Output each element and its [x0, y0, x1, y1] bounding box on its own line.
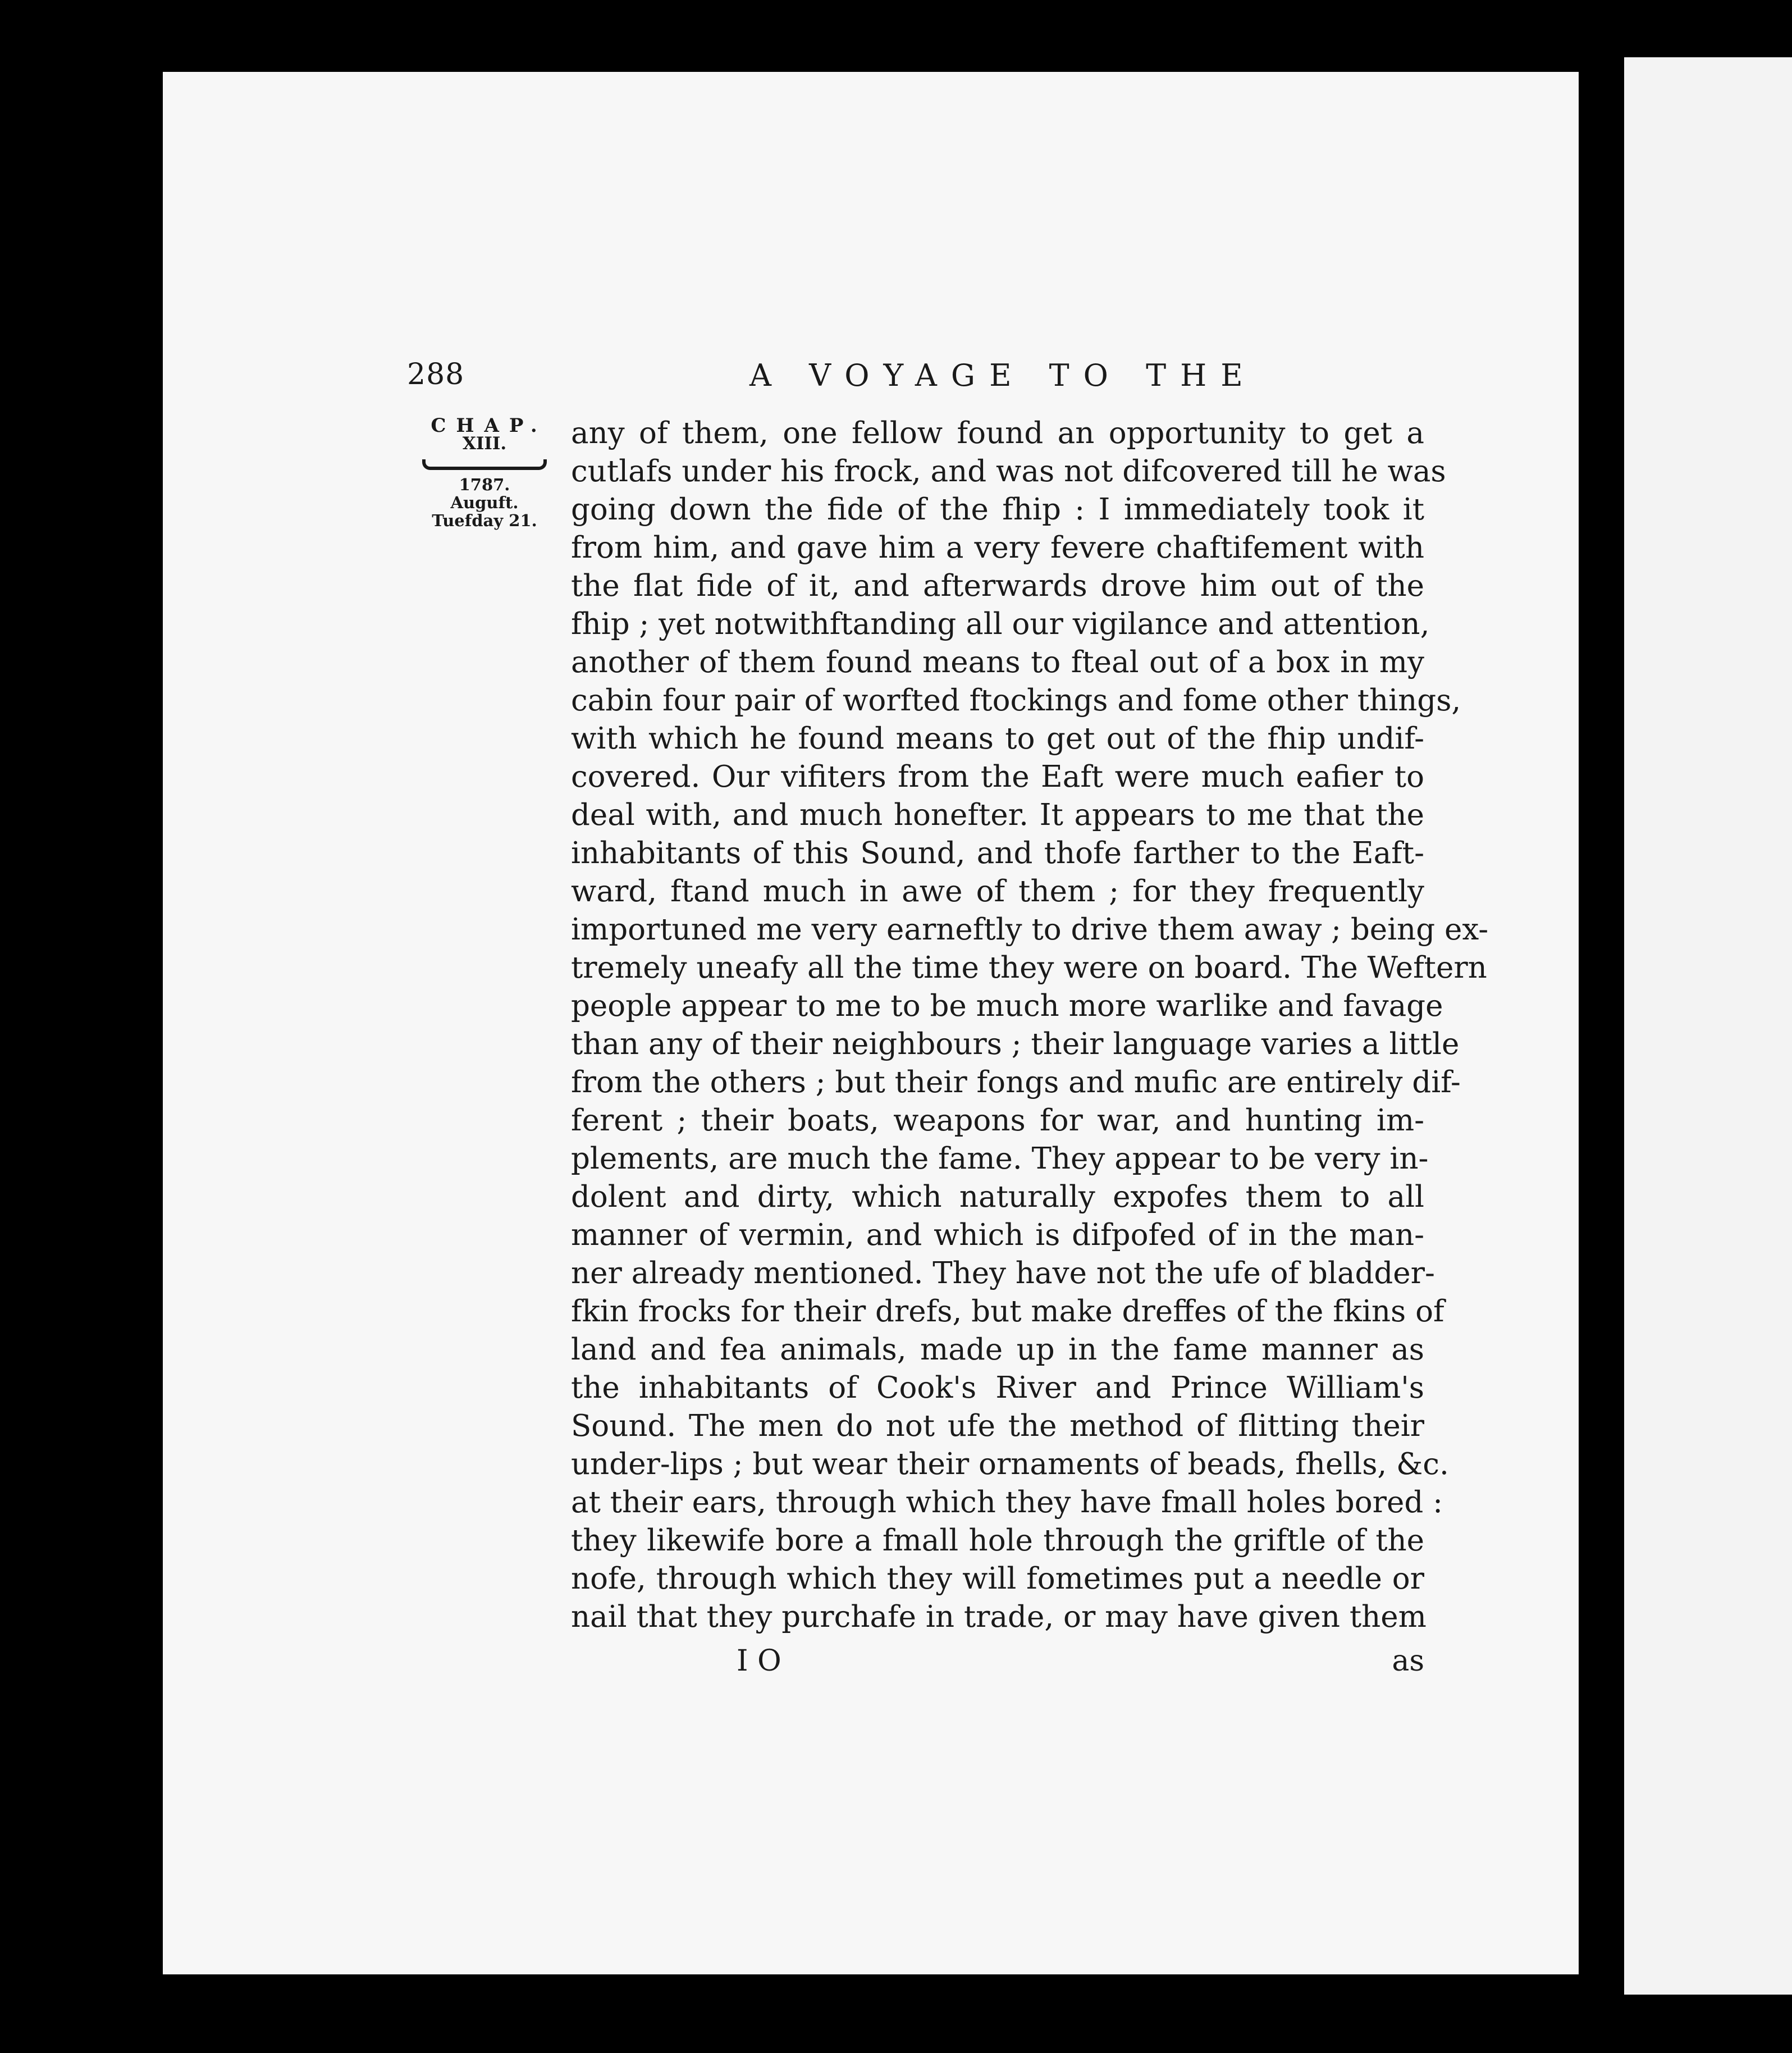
chapter-number: XIII.	[462, 434, 507, 454]
margin-notes	[410, 414, 559, 530]
brace-rule	[422, 459, 547, 470]
page-header	[407, 358, 1277, 403]
text-line: going down the fide of the fhip : I immediately took it	[571, 492, 1424, 527]
text-line: people appear to me to be much more warlike and favage	[571, 989, 1443, 1023]
text-line: plements, are much the fame. They appear to be very in-	[571, 1142, 1429, 1176]
text-line: under-lips ; but wear their ornaments of beads, fhells, &c.	[571, 1447, 1449, 1481]
text-line: fkin frocks for their drefs, but make dreffes of the fkins of	[571, 1294, 1444, 1329]
text-line: dolent and dirty, which naturally expofes them to all	[571, 1180, 1424, 1214]
text-line: with which he found means to get out of the fhip undif-	[571, 722, 1424, 756]
page-footer	[571, 1644, 1424, 1684]
catchword: as	[1392, 1644, 1424, 1678]
text-line: they likewife bore a fmall hole through the griftle of the	[571, 1523, 1424, 1558]
text-line: inhabitants of this Sound, and thofe farther to the Eaft-	[571, 836, 1424, 870]
text-line: fhip ; yet notwithftanding all our vigilance and attention,	[571, 607, 1430, 641]
text-line: the flat fide of it, and afterwards drove him out of the	[571, 569, 1424, 603]
text-line: ner already mentioned. They have not the ufe of bladder-	[571, 1256, 1435, 1290]
text-line: at their ears, through which they have fmall holes bored :	[571, 1485, 1443, 1520]
text-line: nail that they purchafe in trade, or may have given them	[571, 1600, 1427, 1634]
text-line: Sound. The men do not ufe the method of flitting their	[571, 1409, 1424, 1443]
text-line: another of them found means to fteal out of a box in my	[571, 645, 1424, 679]
chapter-label: CHAP.	[431, 414, 547, 437]
margin-year: 1787.	[459, 475, 510, 494]
body-text	[571, 414, 1489, 1636]
running-title: A VOYAGE TO THE	[749, 358, 1257, 393]
text-line: manner of vermin, and which is difpofed of in the man-	[571, 1218, 1424, 1252]
text-line: nofe, through which they will fometimes put a needle or	[571, 1562, 1424, 1596]
text-line: ward, ftand much in awe of them ; for they frequently	[571, 874, 1424, 909]
text-line: ferent ; their boats, weapons for war, and hunting im-	[571, 1103, 1424, 1138]
text-line: importuned me very earneftly to drive them away ; being ex-	[571, 913, 1489, 947]
text-line: deal with, and much honefter. It appears to me that the	[571, 798, 1424, 832]
text-line: land and fea animals, made up in the fame manner as	[571, 1333, 1424, 1367]
text-line: from him, and gave him a very fevere chaftifement with	[571, 531, 1424, 565]
signature-mark: I O	[737, 1644, 781, 1678]
margin-day: Tuefday 21.	[432, 511, 537, 530]
text-line: from the others ; but their fongs and mufic are entirely dif-	[571, 1065, 1461, 1100]
text-line: any of them, one fellow found an opportunity to get a	[571, 416, 1424, 450]
facing-page-edge	[1624, 57, 1792, 1995]
margin-month: Auguft.	[450, 493, 519, 512]
text-line: tremely uneafy all the time they were on board. The Weftern	[571, 951, 1487, 985]
text-line: cabin four pair of worfted ftockings and fome other things,	[571, 683, 1461, 718]
text-line: the inhabitants of Cook's River and Prince William's	[571, 1371, 1424, 1405]
text-line: than any of their neighbours ; their language varies a little	[571, 1027, 1460, 1061]
text-line: cutlafs under his frock, and was not difcovered till he was	[571, 454, 1446, 489]
page-number: 288	[407, 358, 465, 391]
text-line: covered. Our vifiters from the Eaft were much eafier to	[571, 760, 1424, 794]
